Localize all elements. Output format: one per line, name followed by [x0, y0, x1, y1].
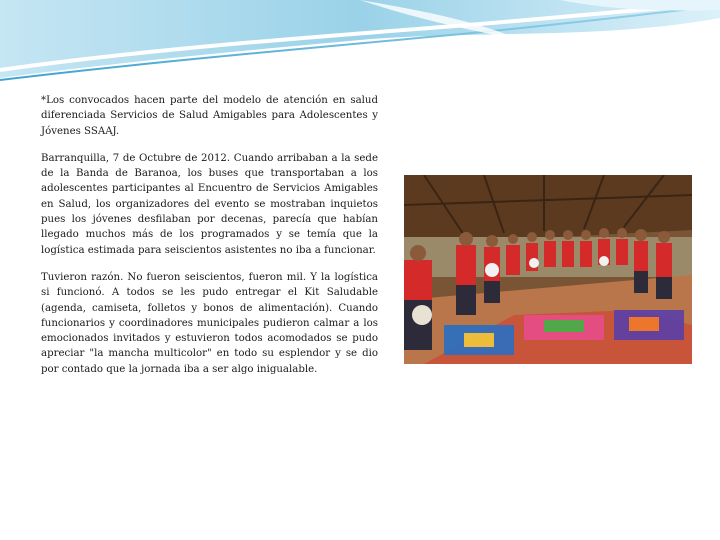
intro-note: *Los convocados hacen parte del modelo de atención en salud diferenciada Servicios de Salud Amigables para Adolescentes y Jóvenes SSAAJ. [41, 95, 378, 137]
article-text [41, 93, 378, 389]
paragraph-logistics: Tuvieron razón. No fueron seiscientos, fueron mil. Y la logística si funcionó. A todos se les pudo entregar el Kit Saludable (agenda, camiseta, folletos y bonos de alimentación). Cuando funcionarios y coordinadores municipales pudieron calmar a los emocionados invitados y estuvieron todos acomodados se pudo apreciar "la mancha multicolor" en todo su esplendor y se dio por contado que la jornada iba a ser algo inigualable. [41, 271, 378, 375]
event-photo [404, 175, 692, 364]
paragraph-event-arrival: Barranquilla, 7 de Octubre de 2012. Cuando arribaban a la sede de la Banda de Baranoa, los buses que transportaban a los adolescentes participantes al Encuentro de Servicios Amigables en Salud, los organizadores del evento se mostraban inquietos pues los jóvenes desfilaban por decenas, parecía que habían llegado muchos más de los programados y se temía que la logística estimada para seiscientos asistentes no iba a funcionar. [41, 152, 378, 256]
header-swoosh-decoration [0, 0, 720, 90]
band-event-photo-icon [404, 175, 692, 364]
